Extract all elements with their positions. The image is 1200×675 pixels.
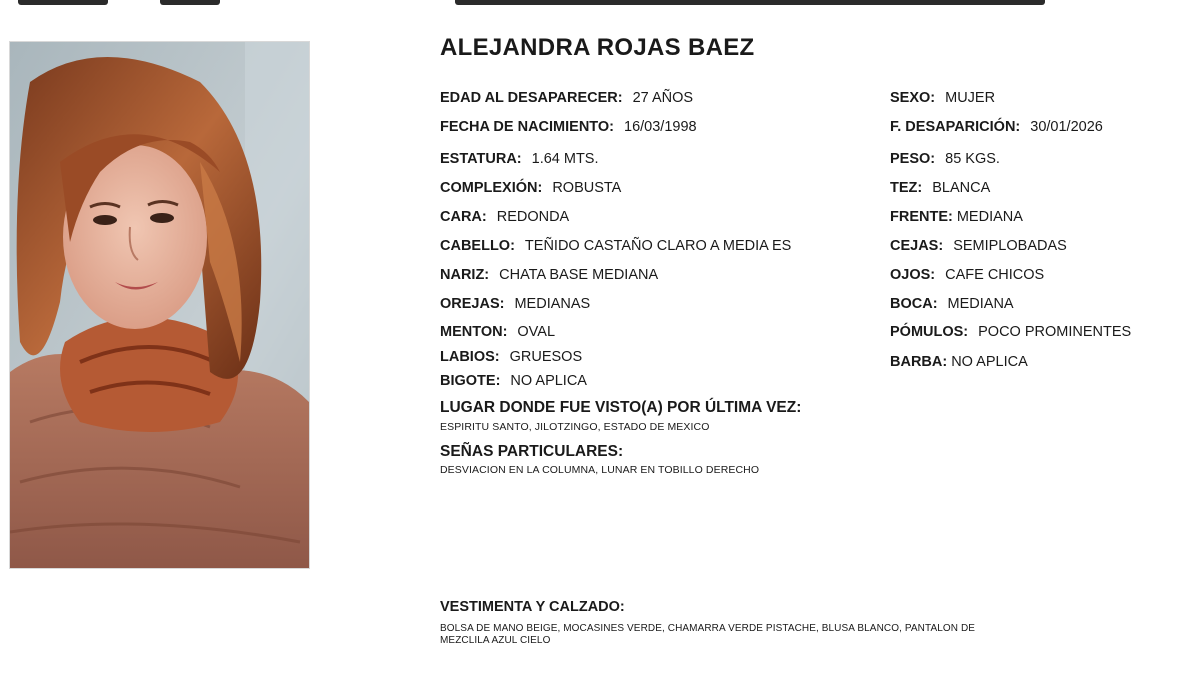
- field-disappearance-date: [890, 118, 1103, 136]
- field-label: COMPLEXIÓN:: [440, 180, 543, 196]
- field-label: OREJAS:: [440, 296, 505, 312]
- field-sex: [890, 89, 995, 107]
- field-age: [440, 89, 693, 107]
- field-value: 1.64 MTS.: [531, 151, 599, 167]
- field-chin: [440, 323, 555, 341]
- clothing-text-line1: BOLSA DE MANO BEIGE, MOCASINES VERDE, CHAMARRA VERDE PISTACHE, BLUSA BLANCO, PANTALON DE: [440, 623, 976, 634]
- particular-marks-title: SEÑAS PARTICULARES:: [440, 443, 624, 460]
- field-label: BOCA:: [890, 296, 938, 312]
- field-value: 16/03/1998: [624, 119, 697, 135]
- field-value: NO APLICA: [951, 354, 1028, 370]
- field-label: MENTON:: [440, 324, 508, 340]
- field-complexion: [890, 179, 990, 197]
- field-face: [440, 208, 569, 226]
- field-label: EDAD AL DESAPARECER:: [440, 90, 623, 106]
- field-value: POCO PROMINENTES: [978, 324, 1132, 340]
- field-mouth: [890, 295, 1014, 313]
- field-label: CEJAS:: [890, 238, 944, 254]
- field-height: [440, 150, 599, 168]
- field-lips: [440, 348, 582, 366]
- field-value: MEDIANA: [956, 209, 1023, 225]
- field-label: CABELLO:: [440, 238, 515, 254]
- person-name: ALEJANDRA ROJAS BAEZ: [440, 34, 755, 61]
- field-label: PESO:: [890, 151, 936, 167]
- field-label: FECHA DE NACIMIENTO:: [440, 119, 614, 135]
- field-label: SEXO:: [890, 90, 936, 106]
- person-photo: [9, 41, 310, 569]
- field-label: F. DESAPARICIÓN:: [890, 119, 1021, 135]
- field-value: NO APLICA: [510, 373, 587, 389]
- field-birthdate: [440, 118, 697, 136]
- field-eyebrows: [890, 237, 1067, 255]
- field-label: PÓMULOS:: [890, 324, 969, 340]
- field-value: OVAL: [517, 324, 556, 340]
- field-value: BLANCA: [932, 180, 991, 196]
- field-cheekbones: [890, 323, 1131, 341]
- field-value: MEDIANAS: [514, 296, 591, 312]
- field-label: NARIZ:: [440, 267, 490, 283]
- field-build: [440, 179, 621, 197]
- field-label: TEZ:: [890, 180, 923, 196]
- field-hair: [440, 237, 791, 255]
- field-label: CARA:: [440, 209, 487, 225]
- clothing-text-line2: MEZCLILA AZUL CIELO: [440, 635, 551, 646]
- particular-marks-text: DESVIACION EN LA COLUMNA, LUNAR EN TOBILLO DERECHO: [440, 464, 760, 476]
- field-label: BIGOTE:: [440, 373, 501, 389]
- field-value: SEMIPLOBADAS: [953, 238, 1067, 254]
- field-value: 30/01/2026: [1030, 119, 1103, 135]
- field-value: MUJER: [945, 90, 996, 106]
- field-ears: [440, 295, 590, 313]
- field-value: GRUESOS: [509, 349, 583, 365]
- last-seen-title: LUGAR DONDE FUE VISTO(A) POR ÚLTIMA VEZ:: [440, 399, 802, 416]
- field-label: FRENTE:: [890, 209, 953, 225]
- field-value: CAFE CHICOS: [945, 267, 1045, 283]
- cropped-header-remnant: [0, 0, 1200, 6]
- clothing-title: VESTIMENTA Y CALZADO:: [440, 599, 625, 615]
- field-value: 85 KGS.: [945, 151, 1000, 167]
- last-seen-text: ESPIRITU SANTO, JILOTZINGO, ESTADO DE MEXICO: [440, 421, 710, 433]
- field-forehead: [890, 208, 1023, 226]
- field-value: TEÑIDO CASTAÑO CLARO A MEDIA ES: [524, 238, 792, 254]
- field-label: LABIOS:: [440, 349, 500, 365]
- field-label: ESTATURA:: [440, 151, 522, 167]
- field-label: BARBA:: [890, 354, 948, 370]
- field-eyes: [890, 266, 1044, 284]
- field-nose: [440, 266, 658, 284]
- field-mustache: [440, 372, 587, 390]
- field-value: CHATA BASE MEDIANA: [499, 267, 659, 283]
- field-value: REDONDA: [496, 209, 570, 225]
- field-beard: [890, 353, 1028, 371]
- field-value: ROBUSTA: [552, 180, 622, 196]
- field-weight: [890, 150, 1000, 168]
- field-value: MEDIANA: [947, 296, 1014, 312]
- field-label: OJOS:: [890, 267, 936, 283]
- field-value: 27 AÑOS: [632, 90, 694, 106]
